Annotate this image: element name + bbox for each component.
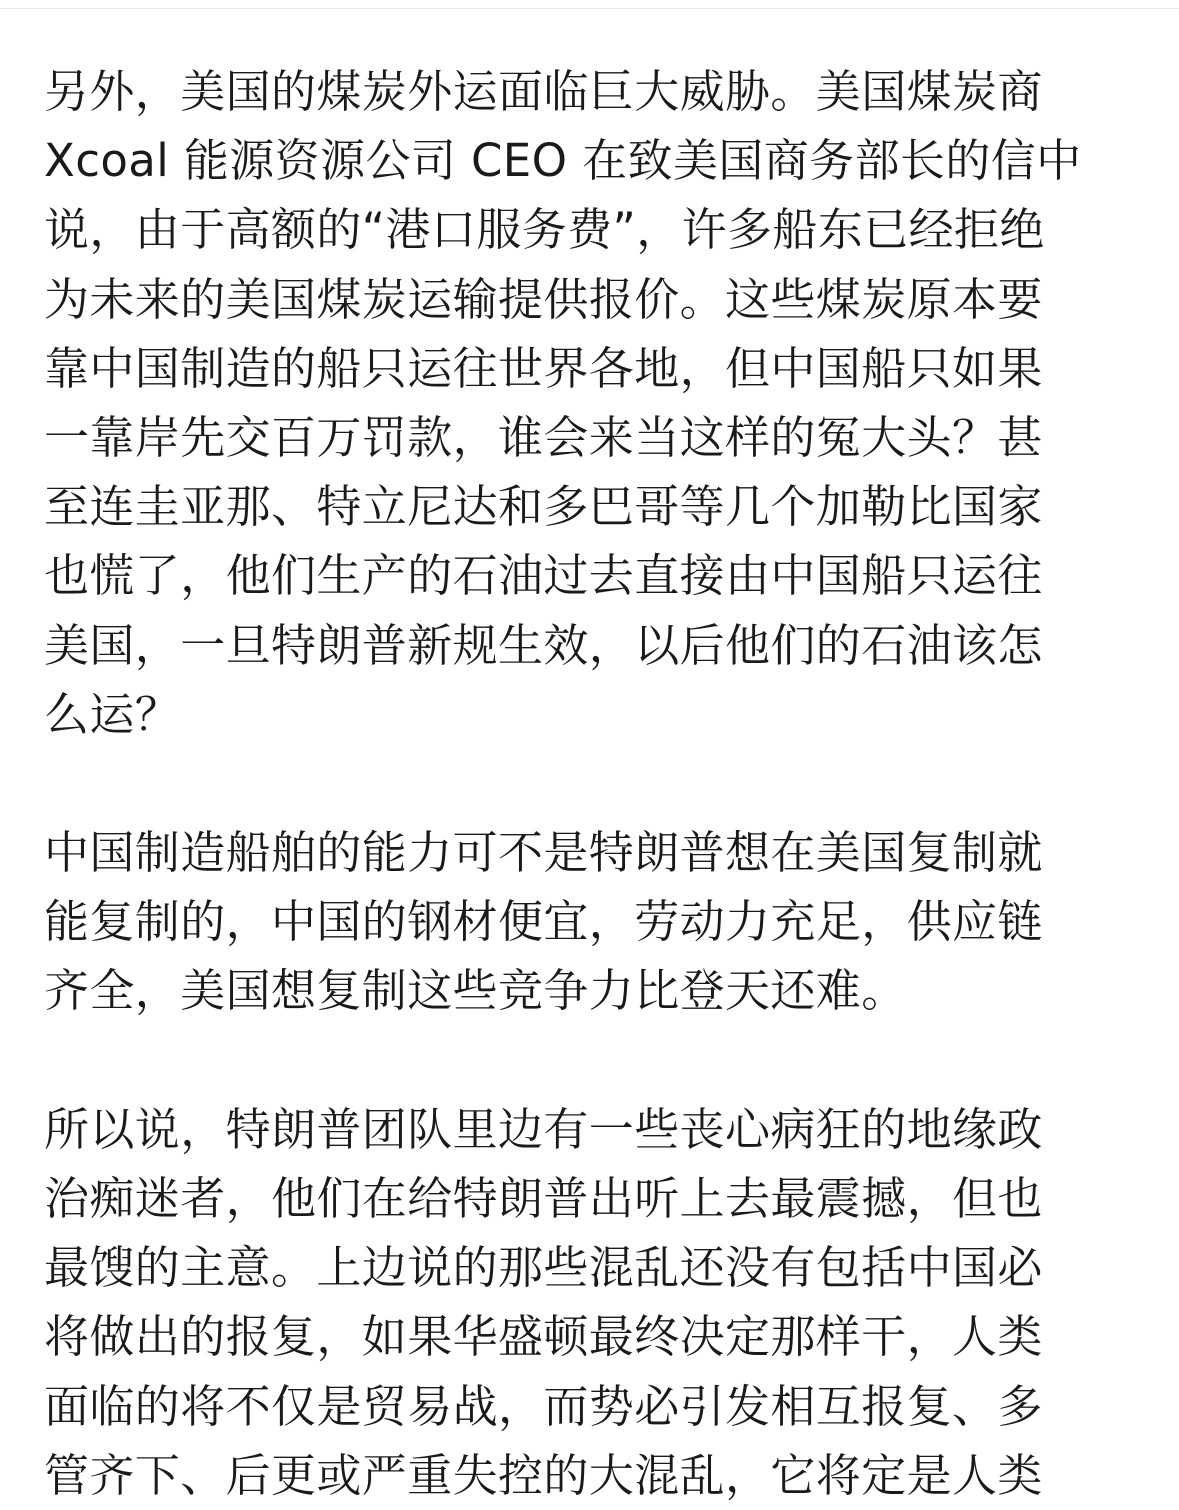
article-body (44, 57, 1139, 1510)
text-line: 靠中国制造的船只运往世界各地，但中国船只如果 (44, 341, 1043, 395)
paragraph-1 (44, 57, 1139, 749)
text-line: 也慌了，他们生产的石油过去直接由中国船只运往 (44, 549, 1043, 603)
paragraph-gap (44, 749, 1139, 818)
text-line: 另外，美国的煤炭外运面临巨大威胁。美国煤炭商 (44, 65, 1043, 118)
text-line: 能复制的，中国的钢材便宜，劳动力充足，供应链 (44, 895, 1043, 949)
text-line: 美国，一旦特朗普新规生效，以后他们的石油该怎 (44, 618, 1043, 672)
paragraph-gap (44, 1026, 1139, 1095)
text-line: 所以说，特朗普团队里边有一些丧心病狂的地缘政 (44, 1102, 1043, 1156)
text-line: 中国制造船舶的能力可不是特朗普想在美国复制就 (44, 826, 1043, 880)
text-line: 至连圭亚那、特立尼达和多巴哥等几个加勒比国家 (44, 480, 1043, 534)
text-line: 齐全，美国想复制这些竞争力比登天还难。 (44, 964, 907, 1018)
text-line: 么运？ (44, 687, 181, 741)
text-line: 说，由于高额的“港口服务费”，许多船东已经拒绝 (44, 203, 1045, 257)
text-line: Xcoal 能源资源公司 CEO 在致美国商务部长的信中 (44, 134, 1082, 188)
text-line: 面临的将不仅是贸易战，而势必引发相互报复、多 (44, 1379, 1043, 1433)
top-divider (0, 0, 1179, 9)
text-line: 一靠岸先交百万罚款，谁会来当这样的冤大头？甚 (44, 410, 1043, 464)
text-line: 治痴迷者，他们在给特朗普出听上去最震撼，但也 (44, 1172, 1043, 1225)
text-line: 将做出的报复，如果华盛顿最终决定那样干，人类 (44, 1310, 1043, 1364)
paragraph-2 (44, 818, 1139, 1026)
text-line: 为未来的美国煤炭运输提供报价。这些煤炭原本要 (44, 272, 1043, 326)
text-line: 最馊的主意。上边说的那些混乱还没有包括中国必 (44, 1241, 1043, 1295)
paragraph-3 (44, 1095, 1139, 1510)
text-line: 管齐下、后更或严重失控的大混乱，它将定是人类 (44, 1448, 1043, 1502)
